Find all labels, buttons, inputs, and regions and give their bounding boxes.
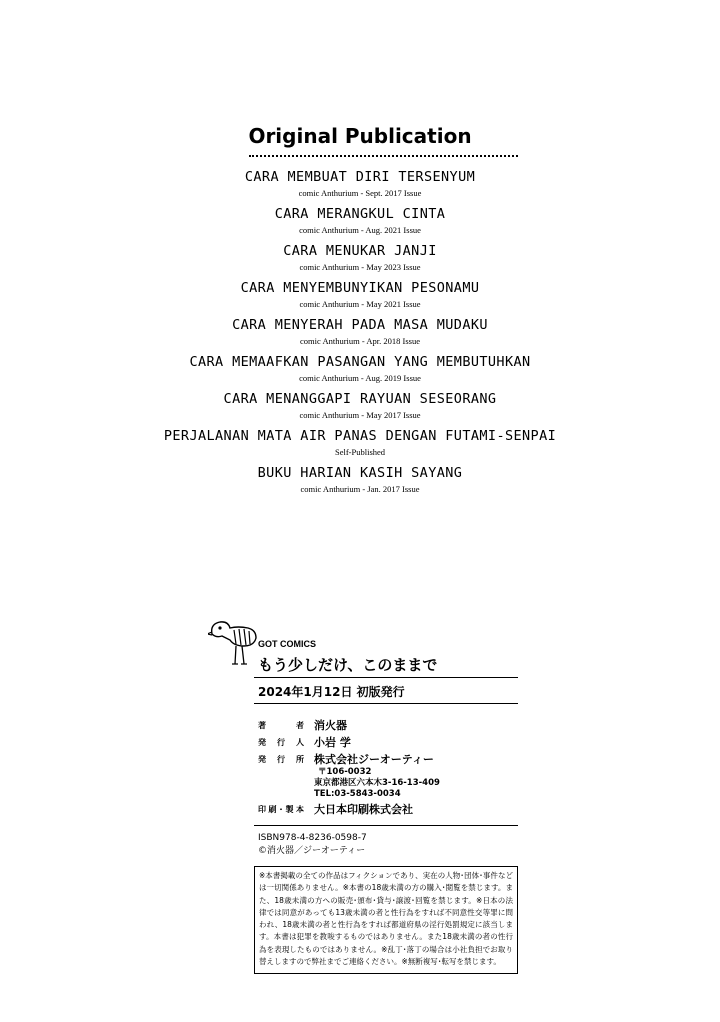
copyright-line: ©消火器／ジーオーティー [258, 846, 366, 856]
page-title: Original Publication [248, 124, 472, 148]
work-title: PERJALANAN MATA AIR PANAS DENGAN FUTAMI-SENPAI [163, 428, 557, 444]
edition-date: 2024年1月12日 初版発行 [258, 685, 405, 699]
isbn-block [258, 832, 367, 858]
works-list [0, 168, 720, 501]
work-source: comic Anthurium - Jan. 2017 Issue [300, 484, 420, 494]
list-item [0, 168, 720, 205]
list-item [0, 316, 720, 353]
edition-divider [254, 703, 518, 704]
list-item [0, 464, 720, 501]
list-item [0, 205, 720, 242]
publisher-row [258, 753, 518, 800]
work-source: comic Anthurium - Aug. 2021 Issue [299, 225, 421, 235]
work-title: CARA MEMBUAT DIRI TERSENYUM [244, 169, 476, 185]
postal-code: 〒106-0032 [318, 767, 372, 777]
list-item [0, 390, 720, 427]
publisher-label: 発行所 [258, 755, 304, 764]
publisher-person-value: 小岩 学 [314, 736, 351, 749]
author-label: 著者 [258, 721, 304, 730]
work-title: BUKU HARIAN KASIH SAYANG [257, 465, 463, 481]
credits-divider [254, 825, 518, 826]
work-title: CARA MENANGGAPI RAYUAN SESEORANG [223, 391, 497, 407]
list-item [0, 279, 720, 316]
list-item [0, 242, 720, 279]
work-source: comic Anthurium - Apr. 2018 Issue [300, 336, 420, 346]
publisher-value: 株式会社ジーオーティー [314, 753, 434, 766]
credits-table [258, 719, 518, 820]
printer-value: 大日本印刷株式会社 [314, 803, 413, 816]
work-source: comic Anthurium - Aug. 2019 Issue [299, 373, 421, 383]
work-source: Self-Published [334, 447, 386, 457]
imprint-label: GOT COMICS [258, 639, 316, 649]
work-title: CARA MENYEMBUNYIKAN PESONAMU [240, 280, 480, 296]
list-item [0, 427, 720, 464]
publisher-phone: TEL:03-5843-0034 [314, 789, 401, 799]
legal-notice: ※本書掲載の全ての作品はフィクションであり、実在の人物･団体･事件などは一切関係ありません。※本書の18歳未満の方の購入･閲覧を禁じます。また、18歳未満の方への販売･頒布･貸与･譲渡･回覧を禁じます。※日本の法律では同意があっても13歳未満の者と性行為をすれば不同意性交等罪に問われ、18歳未満の者と性行為をすれば都道府県の淫行処罰規定に該当します。本書は犯罪を教唆するものではありません。また18歳未満の者の性行為を表現したものではありません。※乱丁･落丁の場合は小社負担でお取り替えしますので弊社までご連絡ください。※無断複写･転写を禁じます。 [254, 866, 518, 974]
publisher-person-label: 発行人 [258, 738, 304, 747]
bird-mascot-icon [208, 612, 260, 668]
work-title: CARA MERANGKUL CINTA [274, 206, 446, 222]
author-row [258, 719, 518, 733]
title-divider [254, 677, 518, 678]
work-title: CARA MEMAAFKAN PASANGAN YANG MEMBUTUHKAN [189, 354, 531, 370]
work-source: comic Anthurium - May 2023 Issue [299, 262, 421, 272]
dotted-divider [249, 155, 518, 157]
book-title: もう少しだけ、このままで [258, 656, 438, 674]
isbn-number: ISBN978-4-8236-0598-7 [258, 833, 367, 843]
list-item [0, 353, 720, 390]
work-source: comic Anthurium - May 2021 Issue [299, 299, 421, 309]
work-source: comic Anthurium - May 2017 Issue [299, 410, 421, 420]
printer-label: 印刷･製本 [258, 805, 304, 814]
author-value: 消火器 [314, 719, 347, 732]
publisher-address: 東京都港区六本木3-16-13-409 [314, 778, 440, 788]
work-title: CARA MENYERAH PADA MASA MUDAKU [232, 317, 488, 333]
printer-row [258, 803, 518, 817]
publisher-person-row [258, 736, 518, 750]
work-title: CARA MENUKAR JANJI [283, 243, 437, 259]
work-source: comic Anthurium - Sept. 2017 Issue [298, 188, 422, 198]
